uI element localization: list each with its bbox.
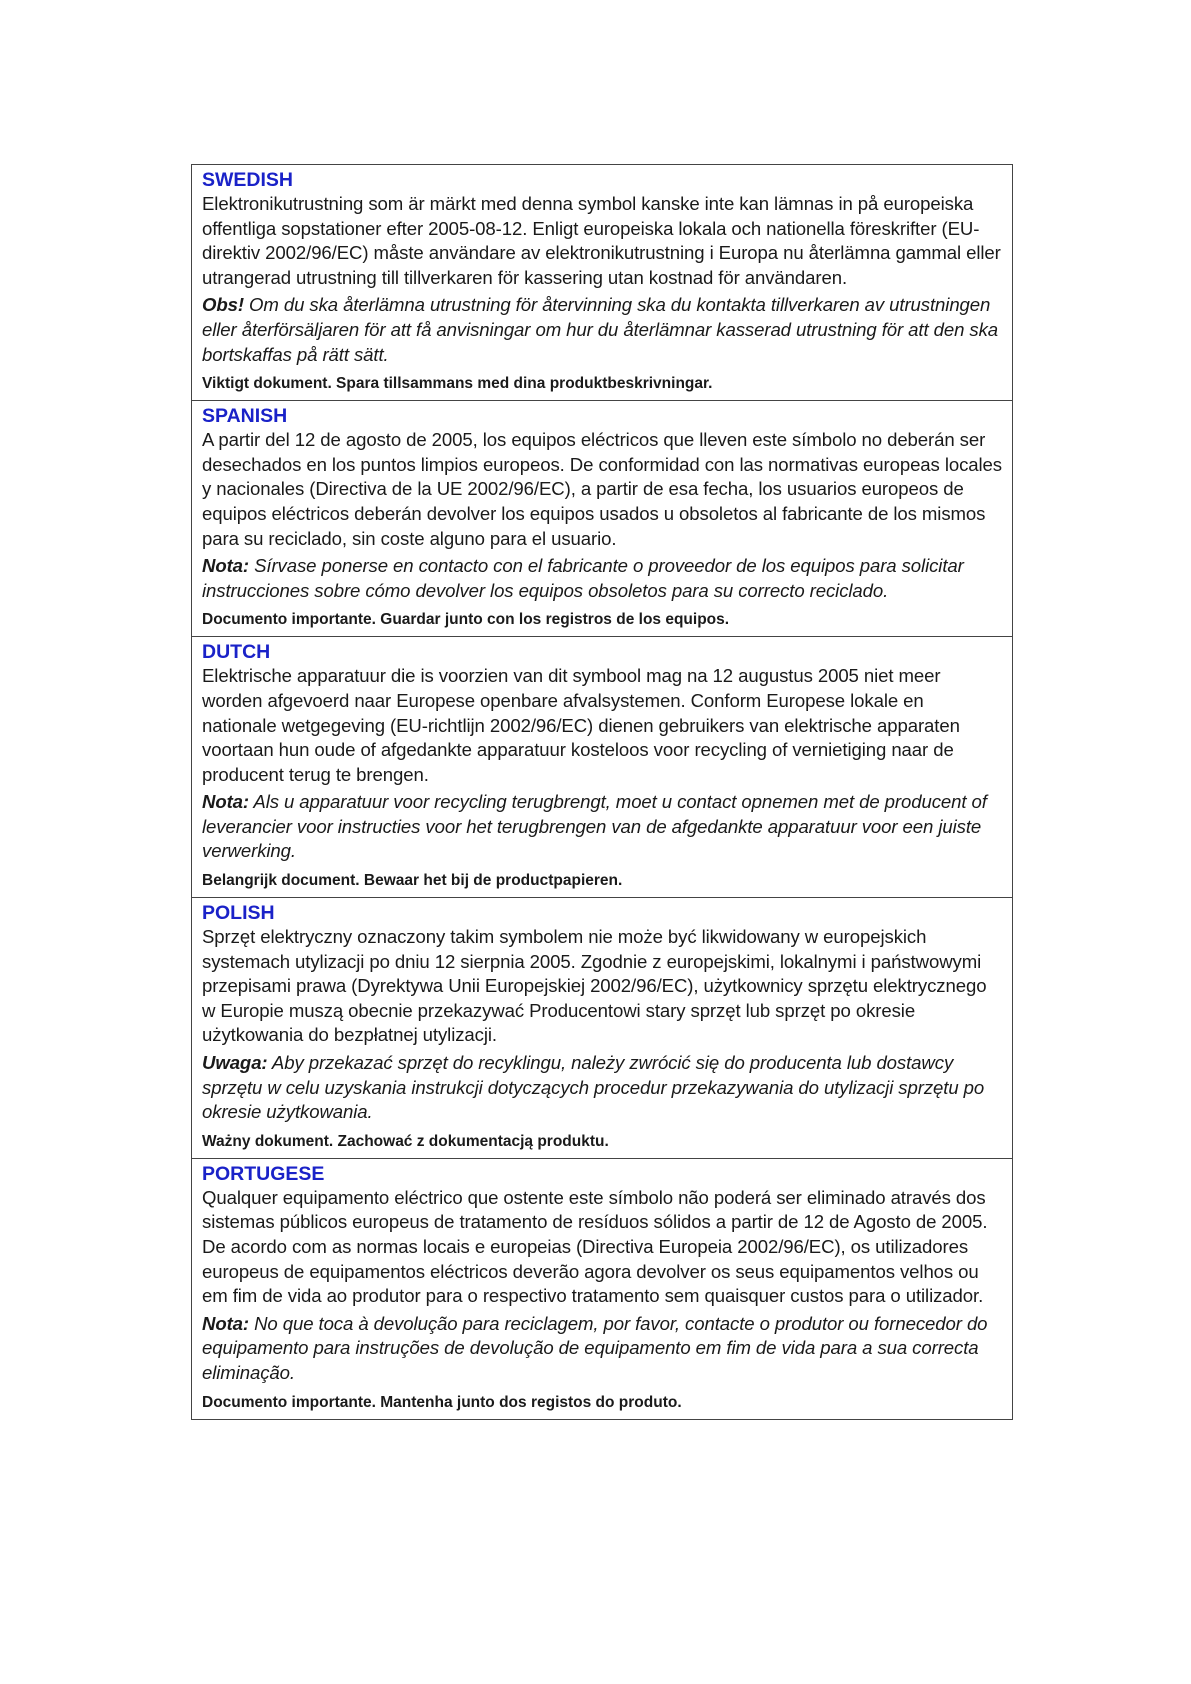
section-note xyxy=(202,554,1002,603)
section-note xyxy=(202,1051,1002,1125)
language-heading: SWEDISH xyxy=(202,169,294,191)
section-footer: Viktigt dokument. Spara tillsammans med dina produktbeskrivningar. xyxy=(202,375,713,393)
section-footer: Documento importante. Guardar junto con los registros de los equipos. xyxy=(202,611,730,629)
note-text: Aby przekazać sprzęt do recyklingu, należy zwrócić się do producenta lub dostawcy sprzętu w celu uzyskania instrukcji dotyczących procedur przekazywania do utylizacji sprzętu po okresie użytkowania. xyxy=(202,1052,985,1123)
section-body: Elektronikutrustning som är märkt med denna symbol kanske inte kan lämnas in på europeiska offentliga sopstationer efter 2005-08-12. Enligt europeiska lokala och nationella föreskrifter (EU-direktiv 2002/96/EC) måste användare av elektronikutrustning i Europa nu återlämna gammal eller utrangerad utrustning till tillverkaren för kassering utan kostnad för användaren. xyxy=(202,193,1001,288)
section-footer: Ważny dokument. Zachować z dokumentacją produktu. xyxy=(202,1132,609,1150)
language-heading: DUTCH xyxy=(202,641,271,664)
language-heading: POLISH xyxy=(202,902,275,925)
section-polish xyxy=(192,898,1013,1159)
section-footer: Belangrijk document. Bewaar het bij de productpapieren. xyxy=(202,872,623,890)
section-cell xyxy=(192,401,1013,637)
note-label: Nota: xyxy=(202,1312,250,1334)
language-heading: PORTUGESE xyxy=(202,1162,325,1185)
section-body: Qualquer equipamento eléctrico que ostente este símbolo não poderá ser eliminado através dos sistemas públicos europeus de tratamento de resíduos sólidos a partir de 12 de Agosto de 2005. De acordo com as normas locais e europeias (Directiva Europeia 2002/96/EC), os utilizadores europeus de equipamentos eléctricos deverão agora devolver os seus equipamentos velhos ou em fim de vida ao produtor para o respectivo tratamento sem quaisquer custos para o utilizador. xyxy=(202,1186,988,1307)
section-body: Elektrische apparatuur die is voorzien van dit symbool mag na 12 augustus 2005 niet meer worden afgevoerd naar Europese openbare afvalsystemen. Conform Europese lokale en nationale wetgegeving (EU-richtlijn 2002/96/EC) dienen gebruikers van elektrische apparaten voortaan hun oude of afgedankte apparatuur kosteloos voor recycling of vernietiging naar de producent terug te brengen. xyxy=(202,665,960,785)
section-note xyxy=(202,293,1002,367)
section-body: A partir del 12 de agosto de 2005, los equipos eléctricos que lleven este símbolo no deberán ser desechados en los puntos limpios europeos. De conformidad con las normativas europeas locales y nacionales (Directiva de la UE 2002/96/EC), a partir de esa fecha, los usuarios europeos de equipos eléctricos deberán devolver los equipos usados u obsoletos al fabricante de los mismos para su reciclado, sin coste alguno para el usuario. xyxy=(202,429,1002,549)
section-body: Sprzęt elektryczny oznaczony takim symbolem nie może być likwidowany w europejskich systemach utylizacji po dniu 12 sierpnia 2005. Zgodnie z europejskimi, lokalnymi i państwowymi przepisami prawa (Dyrektywa Unii Europejskiej 2002/96/EC), użytkownicy sprzętu elektrycznego w Europie muszą obecnie przekazywać Producentowi stary sprzęt lub sprzęt po okresie użytkowania do bezpłatnej utylizacji. xyxy=(202,926,987,1046)
section-swedish xyxy=(192,165,1013,401)
section-cell xyxy=(192,637,1013,898)
note-text: Sírvase ponerse en contacto con el fabricante o proveedor de los equipos para solicitar instrucciones sobre cómo devolver los equipos obsoletos para su correcto reciclado. xyxy=(202,555,964,601)
note-label: Obs! xyxy=(202,294,244,316)
note-text: No que toca à devolução para reciclagem, por favor, contacte o produtor ou fornecedor do equipamento para instruções de devolução de equipamento em fim de vida para a sua correcta eliminação. xyxy=(202,1312,988,1383)
weee-notice-table xyxy=(191,164,1013,1420)
section-note xyxy=(202,1312,1002,1386)
note-label: Nota: xyxy=(202,791,250,813)
document-page xyxy=(191,164,1013,1420)
section-note xyxy=(202,790,1002,864)
note-label: Uwaga: xyxy=(202,1052,268,1074)
note-text: Om du ska återlämna utrustning för återvinning ska du kontakta tillverkaren av utrustningen eller återförsäljaren för att få anvisningar om hur du återlämnar kasserad utrustning för att den ska bortskaffas på rätt sätt. xyxy=(202,294,999,365)
section-dutch xyxy=(192,637,1013,898)
section-cell xyxy=(192,1158,1013,1419)
note-label: Nota: xyxy=(202,555,250,577)
section-spanish xyxy=(192,401,1013,637)
language-heading: SPANISH xyxy=(202,405,288,428)
section-cell xyxy=(192,898,1013,1159)
note-text: Als u apparatuur voor recycling terugbrengt, moet u contact opnemen met de producent of leverancier voor instructies voor het terugbrengen van de afgedankte apparatuur voor een juiste verwerking. xyxy=(202,791,987,862)
section-cell xyxy=(192,165,1013,401)
section-portugese xyxy=(192,1158,1013,1419)
section-footer: Documento importante. Mantenha junto dos registos do produto. xyxy=(202,1393,682,1411)
